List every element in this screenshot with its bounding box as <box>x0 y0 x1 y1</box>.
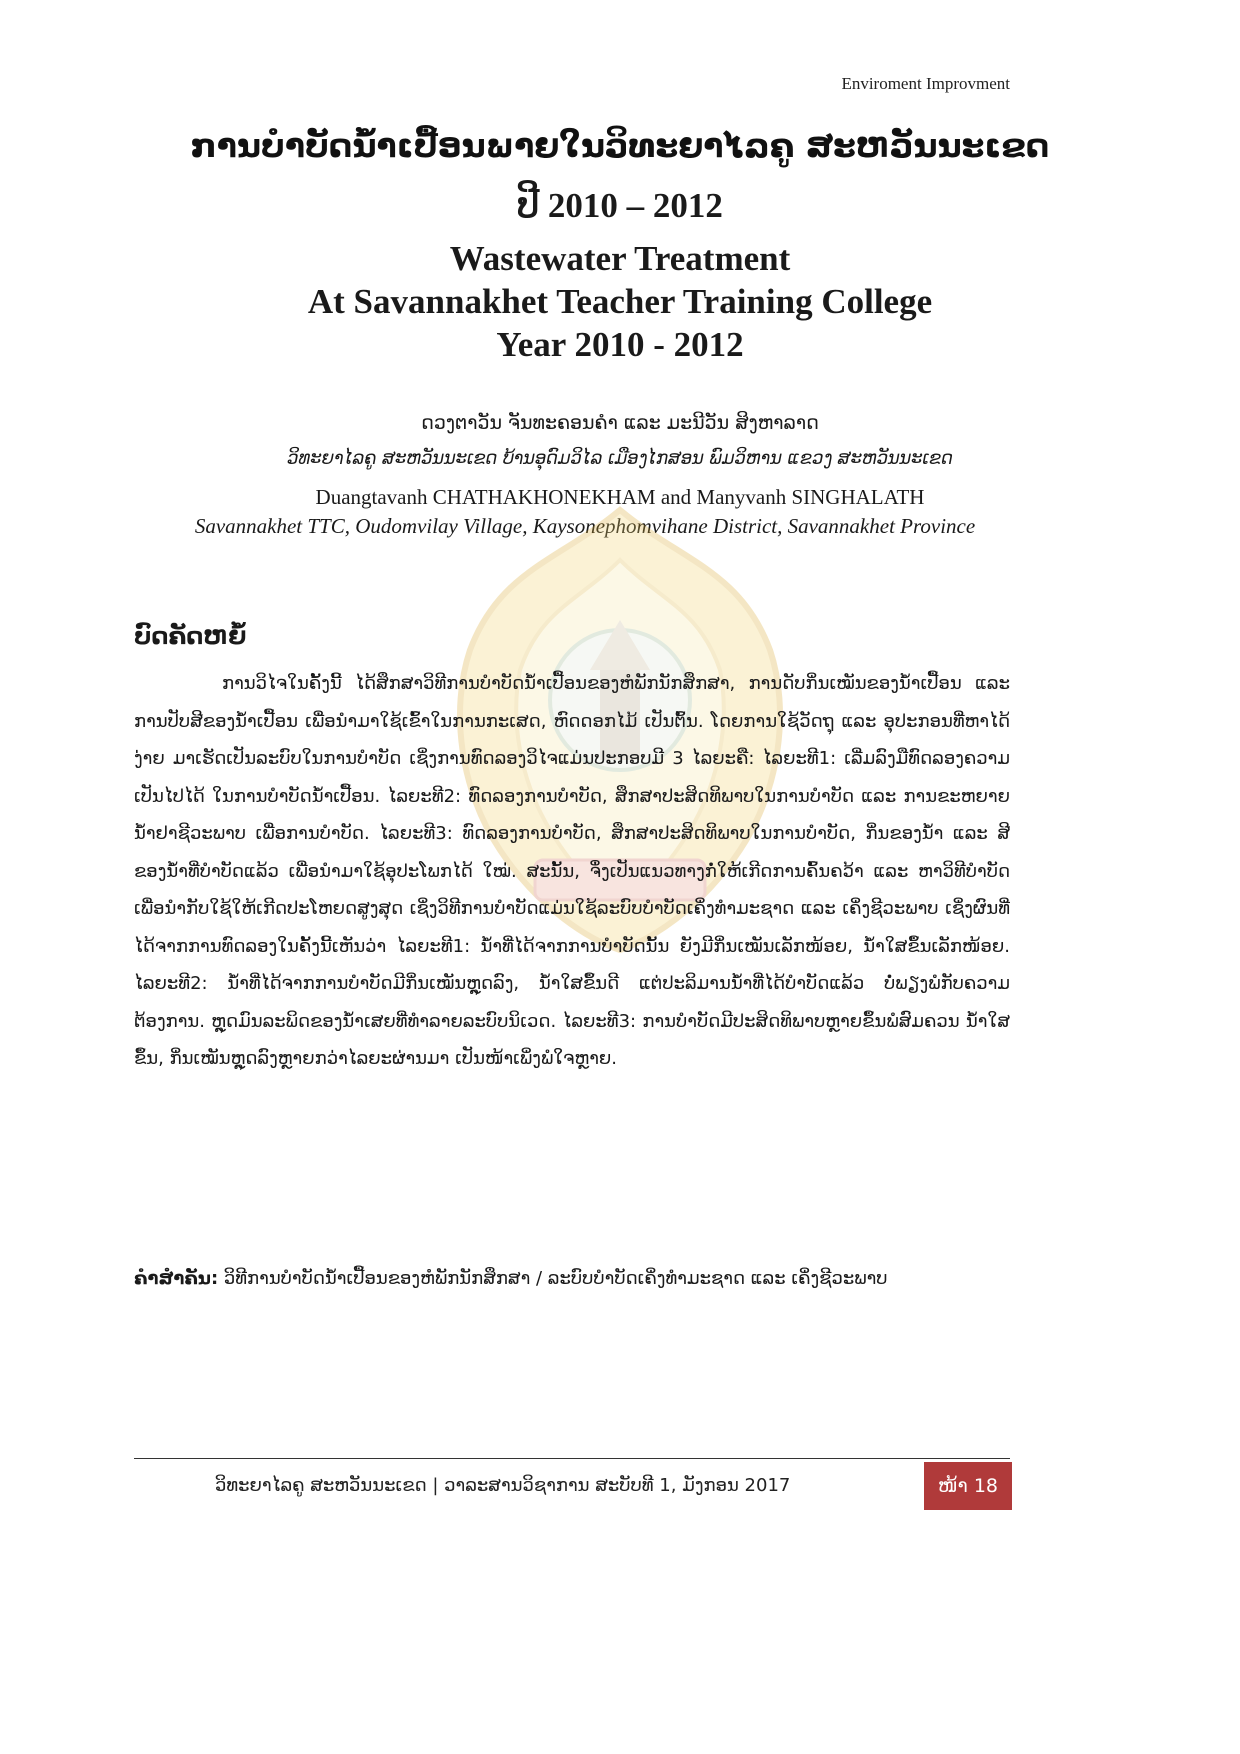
footer-journal-info: ວິທະຍາໄລຄູ ສະຫວັນນະເຂດ | ວາລະສານວິຊາການ ສະບັບທີ 1, ມັງກອນ 2017 <box>215 1475 791 1496</box>
page-number-badge: ໜ້າ 18 <box>924 1462 1012 1510</box>
abstract-heading: ບົດຄັດຫຍໍ້ <box>134 622 247 650</box>
affiliation-lao: ວິທະຍາໄລຄູ ສະຫວັນນະເຂດ ບ້ານອຸດົມວິໄລ ເມືອງໄກສອນ ພົມວິຫານ ແຂວງ ສະຫວັນນະເຂດ <box>287 448 953 469</box>
title-lao-years: ປີ 2010 – 2012 <box>517 186 723 225</box>
keywords-text: ວິທີການບຳບັດນ້ຳເປື້ອນຂອງຫໍພັກນັກສຶກສາ / ລະບົບບຳບັດເຄິ່ງທຳມະຊາດ ແລະ ເຄິ່ງຊີວະພາບ <box>218 1268 888 1289</box>
keywords <box>134 1260 1010 1297</box>
authors-english: Duangtavanh CHATHAKHONEKHAM and Manyvanh SINGHALATH <box>315 485 925 509</box>
authors-lao: ດວງຕາວັນ ຈັນທະຄອນຄຳ ແລະ ມະນີວັນ ສິງຫາລາດ <box>421 412 819 434</box>
footer-divider <box>134 1458 1010 1459</box>
title-lao: ການບຳບັດນ້ຳເປື້ອນພາຍໃນວິທະຍາໄລຄູ ສະຫວັນນະເຂດ <box>190 126 1050 165</box>
title-english <box>0 237 1240 366</box>
abstract-body: ການວິໄຈໃນຄັ້ງນີ້ ໄດ້ສຶກສາວິທີການບຳບັດນ້ຳເປື້ອນຂອງຫໍພັກນັກສຶກສາ, ການດັບກິ່ນເໝັນຂອງນ້ຳເປື້ອນ ແລະ ການປັບສີຂອງນ້ຳເປື້ອນ ເພື່ອນຳມາໃຊ້ເຂົ້າໃນການກະເສດ, ຫົດດອກໄມ້ ເປັນຕົ້ນ. ໂດຍການໃຊ້ວັດຖຸ ແລະ ອຸປະກອນທີ່ຫາໄດ້ງ່າຍ ມາເຮັດເປັນລະບົບໃນການບຳບັດ ເຊິ່ງການທົດລອງວິໄຈແມ່ນປະກອບມີ 3 ໄລຍະຄື: ໄລຍະທີ1: ເລີ່ມລົງມືທົດລອງຄວາມເປັນໄປໄດ້ ໃນການບຳບັດນ້ຳເປື້ອນ. ໄລຍະທີ2: ທົດລອງການບຳບັດ, ສຶກສາປະສິດທິພາບໃນການບຳບັດ ແລະ ການຂະຫຍາຍນ້ຳຢາຊີວະພາບ ເພື່ອການບຳບັດ. ໄລຍະທີ3: ທົດລອງການບຳບັດ, ສຶກສາປະສິດທິພາບໃນການບຳບັດ, ກິ່ນຂອງນ້ຳ ແລະ ສີຂອງນ້ຳທີ່ບຳບັດແລ້ວ ເພື່ອນຳມາໃຊ້ອຸປະໂພກໄດ້ ໃໝ່. ສະນັ້ນ, ຈຶ່ງເປັນແນວທາງກໍ່ໃຫ້ເກີດການຄົ້ນຄວ້າ ແລະ ຫາວິທີບຳບັດ ເພື່ອນຳກັບໃຊ້ໃຫ້ເກີດປະໂຫຍດສູງສຸດ ເຊິ່ງວິທີການບຳບັດແມ່ນໃຊ້ລະບົບບຳບັດເຄິ່ງທຳມະຊາດ ແລະ ເຄິ່ງຊີວະພາບ ເຊິ່ງຜົນທີ່ໄດ້ຈາກການທົດລອງໃນຄັ້ງນີ້ເຫັນວ່າ ໄລຍະທີ1: ນ້ຳທີ່ໄດ້ຈາກການບຳບັດນັ້ນ ຍັງມີກິ່ນເໝັນເລັກໜ້ອຍ, ນ້ຳໃສຂຶ້ນເລັກໜ້ອຍ. ໄລຍະທີ2: ນ້ຳທີ່ໄດ້ຈາກການບຳບັດມີກິ່ນເໝັນຫຼຸດລົງ, ນ້ຳໃສຂຶ້ນດີ ແຕ່ປະລິມານນ້ຳທີ່ໄດ້ບຳບັດແລ້ວ ບໍ່ພຽງພໍກັບຄວາມຕ້ອງການ. ຫຼຸດມົນລະພິດຂອງນ້ຳເສຍທີ່ທຳລາຍລະບົບນິເວດ. ໄລຍະທີ3: ການບຳບັດມີປະສິດທິພາບຫຼາຍຂຶ້ນພໍສົມຄວນ ນ້ຳໃສຂຶ້ນ, ກິ່ນເໝັນຫຼຸດລົງຫຼາຍກວ່າໄລຍະຜ່ານມາ ເປັນໜ້າເພິ່ງພໍໃຈຫຼາຍ. <box>134 673 1010 1069</box>
affiliation-english: Savannakhet TTC, Oudomvilay Village, Kaysonephomvihane District, Savannakhet Province <box>194 514 976 538</box>
keywords-label: ຄຳສຳຄັນ: <box>134 1268 219 1289</box>
title-en-line1: Wastewater Treatment <box>449 239 791 278</box>
title-en-line3: Year 2010 - 2012 <box>496 325 744 364</box>
running-header: Enviroment Improvment <box>841 74 1010 93</box>
title-en-line2: At Savannakhet Teacher Training College <box>307 282 933 321</box>
